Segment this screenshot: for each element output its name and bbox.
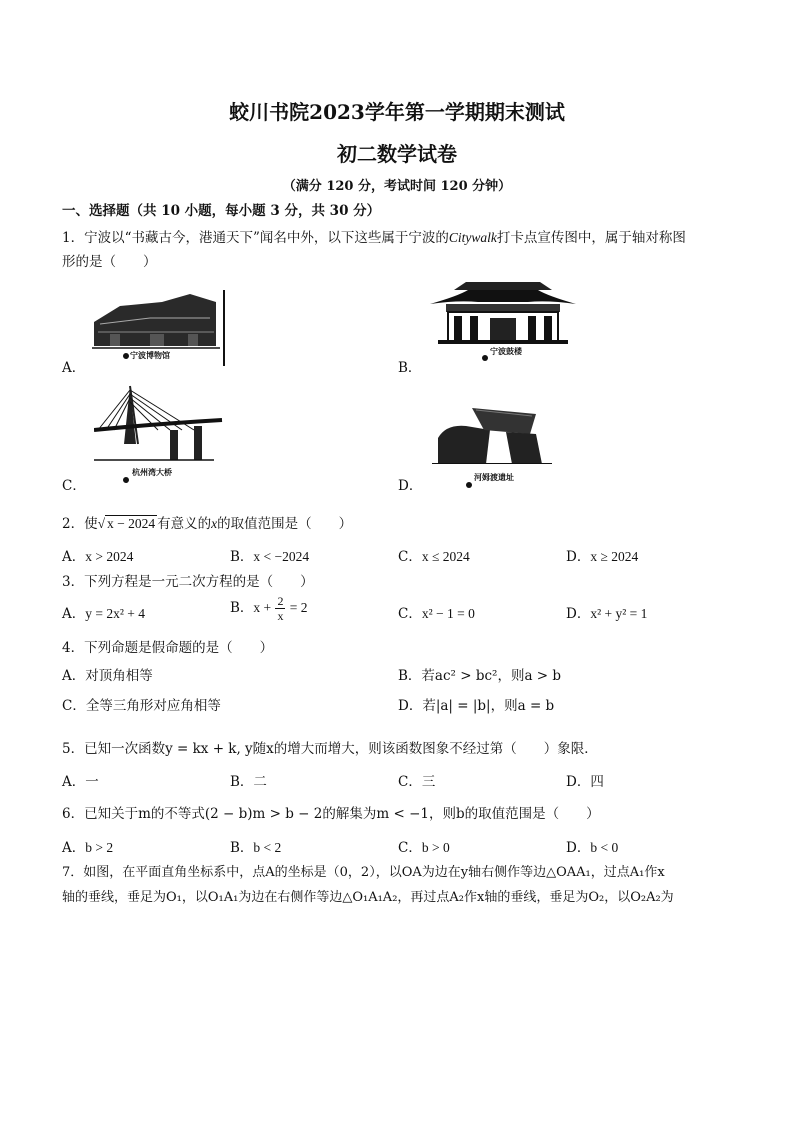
- bridge-image: [94, 380, 224, 470]
- option-6b-label: B．: [230, 840, 254, 856]
- question-1-line-1: [62, 226, 686, 246]
- question-2-var: x: [211, 516, 218, 531]
- option-3d: [566, 602, 647, 622]
- fraction-numerator: 2: [277, 594, 284, 608]
- option-3c-label: C．: [398, 606, 422, 622]
- question-1-text-b: 打卡点宣传图中，属于轴对称图: [496, 230, 686, 246]
- option-4a: A．对顶角相等: [62, 668, 153, 684]
- option-6d: [566, 836, 618, 856]
- question-7-line-2: 轴的垂线，垂足为O₁，以O₁A₁为边在右侧作等边△O₁A₁A₂，再过点A₂作x轴的垂线，垂足为O₂，以O₂A₂为: [62, 890, 674, 905]
- option-3b-fraction: [275, 594, 285, 623]
- option-2c: [398, 545, 470, 565]
- option-1d-label: D．: [398, 478, 423, 494]
- exam-note: （满分 120 分，考试时间 120 分钟）: [282, 179, 512, 194]
- option-2a-value: x > 2024: [85, 549, 134, 564]
- option-6b-value: b < 2: [253, 840, 282, 855]
- option-2b-label: B．: [230, 549, 254, 565]
- option-2d: [566, 545, 638, 565]
- question-1-line-2: 形的是（ ）: [62, 254, 157, 270]
- option-6c-label: C．: [398, 840, 422, 856]
- question-3-text: 3．下列方程是一元二次方程的是（ ）: [62, 574, 314, 590]
- option-2d-label: D．: [566, 549, 591, 565]
- option-3a-label: A．: [62, 606, 86, 622]
- exam-title: 蛟川书院2023学年第一学期期末测试: [229, 100, 565, 124]
- option-6a-label: A．: [62, 840, 86, 856]
- question-2-pre: 2．使: [62, 516, 98, 532]
- bridge-caption: 杭州湾大桥: [132, 467, 172, 477]
- option-2c-value: x ≤ 2024: [421, 549, 470, 564]
- option-3c: [398, 602, 475, 622]
- drum-tower-image: [428, 276, 578, 350]
- option-6b: [230, 836, 281, 856]
- bridge-dot: [122, 469, 130, 488]
- fraction-denominator: x: [277, 609, 284, 623]
- option-2a: [62, 545, 133, 565]
- hemudu-ruins-image: [432, 404, 552, 468]
- option-3b-post: = 2: [289, 600, 308, 615]
- option-2c-label: C．: [398, 549, 422, 565]
- option-3b: [230, 594, 308, 623]
- question-7-line-1: 7．如图，在平面直角坐标系中，点A的坐标是（0，2），以OA为边在y轴右侧作等边△OAA₁，过点A₁作x: [62, 865, 665, 880]
- option-3b-pre: x +: [253, 600, 272, 615]
- option-5a: A．一: [62, 774, 99, 790]
- option-2b: [230, 545, 309, 565]
- question-4-text: 4．下列命题是假命题的是（ ）: [62, 640, 274, 656]
- hemudu-caption: 河姆渡遗址: [474, 472, 514, 482]
- option-6d-value: b < 0: [590, 840, 619, 855]
- option-2d-value: x ≥ 2024: [590, 549, 639, 564]
- question-1-text-a: 1．宁波以“书藏古今，港通天下”闻名中外，以下这些属于宁波的: [62, 230, 449, 246]
- hemudu-dot: [465, 474, 473, 493]
- question-1-citywalk: Citywalk: [448, 230, 497, 245]
- option-2b-value: x < −2024: [253, 549, 310, 564]
- option-4c: C．全等三角形对应角相等: [62, 698, 221, 714]
- drum-tower-dot: [481, 347, 489, 366]
- option-4d: D．若|a| = |b|，则a = b: [398, 698, 555, 714]
- question-2-post2: 的取值范围是（ ）: [217, 516, 353, 532]
- section-heading: 一、选择题（共 10 小题，每小题 3 分，共 30 分）: [62, 203, 381, 219]
- option-6a-value: b > 2: [85, 840, 114, 855]
- question-2-radical: x − 2024: [107, 516, 156, 531]
- option-5b: B．二: [230, 774, 267, 790]
- option-6d-label: D．: [566, 840, 591, 856]
- drum-tower-caption: 宁波鼓楼: [490, 346, 522, 356]
- option-5c: C．三: [398, 774, 436, 790]
- option-6c: [398, 836, 450, 856]
- option-4b: B．若ac² > bc²，则a > b: [398, 668, 562, 684]
- museum-caption: 宁波博物馆: [130, 350, 170, 360]
- option-6c-value: b > 0: [421, 840, 450, 855]
- option-3a: [62, 602, 145, 622]
- option-2a-label: A．: [62, 549, 86, 565]
- option-1a-label: A．: [62, 360, 86, 376]
- option-3d-label: D．: [566, 606, 591, 622]
- question-5-text: 5．已知一次函数y = kx + k, y随x的增大而增大，则该函数图象不经过第（ ）象限．: [62, 741, 598, 757]
- option-3a-value: y = 2x² + 4: [85, 606, 146, 621]
- option-6a: [62, 836, 113, 856]
- option-1c-label: C．: [62, 478, 86, 494]
- option-5d: D．四: [566, 774, 604, 790]
- question-6-text: 6．已知关于m的不等式(2 − b)m > b − 2的解集为m < −1，则b的取值范围是（ ）: [62, 806, 600, 822]
- option-3b-label: B．: [230, 600, 254, 616]
- option-3d-value: x² + y² = 1: [590, 606, 648, 621]
- question-2-text: 2．使√ x − 2024 有意义的x的取值范围是（ ）: [62, 516, 353, 532]
- option-1b-label: B．: [398, 360, 422, 376]
- question-2-post: 有意义的: [157, 516, 212, 532]
- exam-subtitle: 初二数学试卷: [337, 142, 457, 166]
- option-3c-value: x² − 1 = 0: [421, 606, 475, 621]
